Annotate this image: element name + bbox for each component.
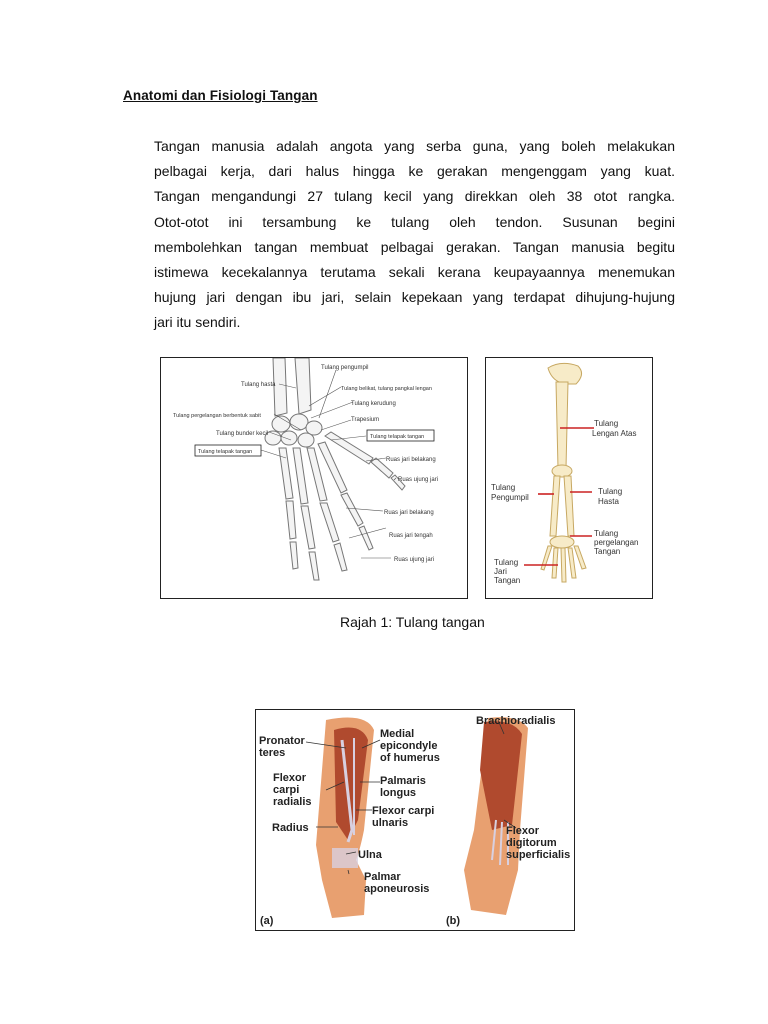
label-flexor-radialis-2: carpi [273, 784, 300, 796]
label-trapesium: Trapesium [351, 417, 380, 423]
label-tulang-belikat: Tulang belikat, tulang pangkal lengan [341, 386, 432, 392]
label-lengan-atas-2: Lengan Atas [592, 429, 637, 438]
figure-caption: Rajah 1: Tulang tangan [340, 614, 485, 630]
label-hasta-1: Tulang [598, 487, 623, 496]
label-flexor-ulnaris-2: ulnaris [372, 817, 409, 829]
label-palmaris-1: Palmaris [380, 775, 426, 787]
label-palmar-2: aponeurosis [364, 883, 430, 895]
label-hasta-2: Hasta [598, 497, 619, 506]
label-pergelangan-1: Tulang [594, 529, 619, 538]
arm-bones-illustration [486, 358, 651, 597]
label-fds-2: digitorum [506, 837, 557, 849]
paragraph-line: membolehkan tangan membuat pelbagai gerakan. Tangan manusia begitu [154, 238, 675, 255]
document-title: Anatomi dan Fisiologi Tangan [123, 88, 318, 103]
label-pergelangan-3: Tangan [594, 547, 621, 556]
label-ruas-belakang-2: Ruas jari belakang [384, 510, 434, 516]
label-pengumpil-1: Tulang [491, 483, 516, 492]
forearm-muscles-figure [255, 709, 575, 931]
label-medial-2: epicondyle [380, 740, 438, 752]
label-fds-1: Flexor [506, 825, 540, 837]
label-ruas-ujung-2: Ruas ujung jari [394, 557, 435, 563]
label-tulang-pengumpil: Tulang pengumpil [321, 365, 369, 371]
paragraph-line: Otot-otot ini tersambung ke tulang oleh tendon. Susunan begini [154, 213, 675, 230]
paragraph-line: jari itu sendiri. [154, 314, 241, 331]
label-pergelangan-2: pergelangan [594, 538, 639, 547]
label-panel-b: (b) [446, 915, 461, 927]
label-pronator-1: Pronator [259, 735, 305, 747]
label-tulang-hasta: Tulang hasta [241, 382, 276, 388]
paragraph-line: pelbagai kerja, dari halus hingga ke gerakan mengenggam yang kuat. [154, 163, 675, 180]
label-panel-a: (a) [260, 915, 274, 927]
arm-bones-figure [485, 357, 653, 599]
body-paragraph [154, 134, 675, 336]
label-ulna: Ulna [358, 849, 382, 861]
hand-bones-illustration [161, 358, 466, 597]
label-medial-3: of humerus [380, 752, 440, 764]
label-ruas-tengah: Ruas jari tengah [389, 533, 433, 539]
label-palmar-1: Palmar [364, 871, 401, 883]
label-tulang-bunder: Tulang bunder kecil [216, 431, 269, 437]
label-telapak-right: Tulang telapak tangan [370, 434, 425, 440]
paragraph-line: istimewa kecekalannya terutama sekali kerana keupayaannya menemukan [154, 264, 675, 281]
label-flexor-radialis-3: radialis [273, 796, 312, 808]
label-jari-2: Jari [494, 567, 507, 576]
label-fds-3: superficialis [506, 849, 571, 861]
label-palmaris-2: longus [380, 787, 417, 799]
hand-bones-figure [160, 357, 468, 599]
paragraph-line: Tangan manusia adalah angota yang serba guna, yang boleh melakukan [154, 138, 675, 154]
label-telapak-left: Tulang telapak tangan [198, 449, 253, 455]
label-jari-3: Tangan [494, 576, 521, 585]
label-brachioradialis: Brachioradialis [476, 715, 556, 727]
paragraph-line: hujung jari dengan ibu jari, selain kepekaan yang terdapat dihujung-hujung [154, 289, 675, 306]
label-jari-1: Tulang [494, 558, 519, 567]
label-tulang-pergelangan: Tulang pergelangan berbentuk sabit [173, 413, 261, 419]
label-pronator-2: teres [259, 747, 286, 759]
forearm-muscles-illustration [256, 710, 573, 929]
label-pengumpil-2: Pengumpil [491, 493, 529, 502]
label-ruas-belakang: Ruas jari belakang [386, 457, 436, 463]
label-flexor-ulnaris-1: Flexor carpi [372, 805, 435, 817]
label-tulang-kerudung: Tulang kerudung [351, 401, 396, 407]
paragraph-line: Tangan mengandungi 27 tulang kecil yang direkkan oleh 38 otot rangka. [154, 188, 675, 205]
label-radius: Radius [272, 822, 309, 834]
label-ruas-ujung: Ruas ujung jari [398, 477, 439, 483]
label-medial-1: Medial [380, 728, 415, 740]
label-lengan-atas-1: Tulang [594, 419, 619, 428]
label-flexor-radialis-1: Flexor [273, 772, 307, 784]
